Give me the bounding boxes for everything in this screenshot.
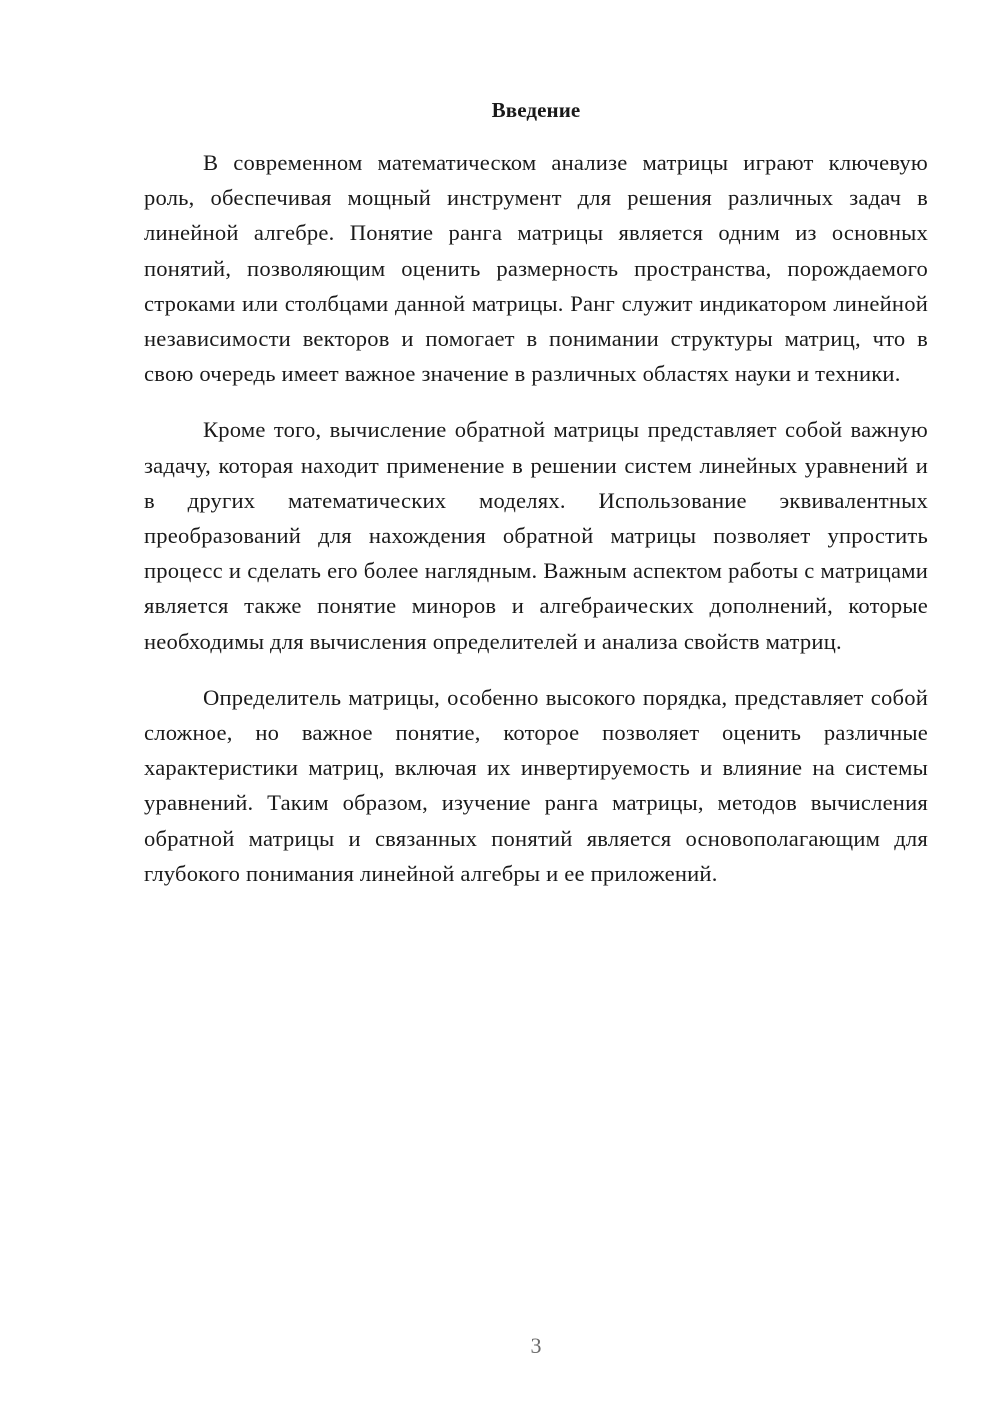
section-heading: Введение [491, 98, 581, 122]
paragraph-2: Кроме того, вычисление обратной матрицы представляет собой важную задачу, которая находит применение в решении систем линейных уравнений и в других математических моделях. Использование эквивалентных преобразований для нахождения обратной матрицы позволяет упростить процесс и сделать его более наглядным. Важным аспектом работы с матрицами является также понятие миноров и алгебраических дополнений, которые необходимы для вычисления определителей и анализа свойств матриц. [144, 417, 928, 654]
page-number: 3 [530, 1333, 542, 1358]
paragraph-3: Определитель матрицы, особенно высокого порядка, представляет собой сложное, но важное понятие, которое позволяет оценить различные характеристики матриц, включая их инвертируемость и влияние на системы уравнений. Таким образом, изучение ранга матрицы, методов вычисления обратной матрицы и связанных понятий является основополагающим для глубокого понимания линейной алгебры и ее приложений. [144, 684, 928, 886]
page-content [144, 95, 928, 912]
paragraph-1: В современном математическом анализе матрицы играют ключевую роль, обеспечивая мощный инструмент для решения различных задач в линейной алгебре. Понятие ранга матрицы является одним из основных понятий, позволяющим оценить размерность пространства, порождаемого строками или столбцами данной матрицы. Ранг служит индикатором линейной независимости векторов и помогает в понимании структуры матриц, что в свою очередь имеет важное значение в различных областях науки и техники. [144, 150, 928, 387]
